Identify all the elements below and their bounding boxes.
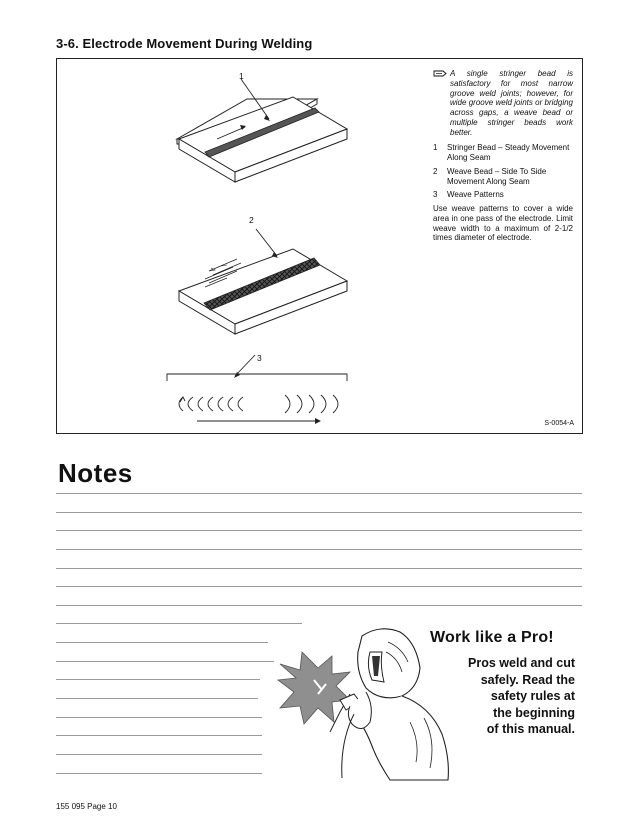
- note-line: [56, 679, 260, 680]
- callout-2: 2: [249, 215, 254, 225]
- note-line: [56, 493, 582, 494]
- note-line: [56, 698, 258, 699]
- figure-electrode-movement: [56, 58, 583, 434]
- weave-instruction: Use weave patterns to cover a wide area in one pass of the electrode. Limit weave width to a maximum of 2-1/2 times diameter of electrode.: [433, 204, 573, 243]
- note-line: [56, 773, 262, 774]
- legend-item-2: 2 Weave Bead – Side To Side Movement Along Seam: [433, 166, 547, 186]
- stringer-plate-group: [179, 79, 347, 182]
- legend-item-1: 1 Stringer Bead – Steady Movement Along Seam: [433, 143, 570, 162]
- tip-text: A single stringer bead is satisfactory for most narrow groove weld joints; however, for wide groove weld joints or bridging across gaps, a weave bead or multiple stringer beads work better.: [450, 69, 573, 137]
- tip-note: [433, 69, 573, 137]
- callout-3: 3: [257, 353, 262, 363]
- note-line: [56, 605, 582, 606]
- pencil-note-icon: [433, 69, 447, 137]
- page-footer: 155 095 Page 10: [56, 802, 117, 811]
- legend-item-3: 3 Weave Patterns: [433, 190, 504, 200]
- note-line: [56, 623, 302, 624]
- promo-text: Pros weld and cut safely. Read the safety rules at the beginning of this manual.: [468, 656, 575, 736]
- note-line: [56, 512, 582, 513]
- note-line: [56, 642, 268, 643]
- weave-bead-plate: [179, 229, 347, 334]
- note-line: [56, 717, 262, 718]
- figure-code: S-0054-A: [544, 420, 574, 427]
- note-line: [56, 754, 262, 755]
- figure-notes: [433, 69, 573, 243]
- note-line: [56, 586, 582, 587]
- promo-title: Work like a Pro!: [430, 629, 554, 646]
- note-line: [56, 568, 582, 569]
- section-title: 3-6. Electrode Movement During Welding: [56, 36, 313, 51]
- callout-1: 1: [239, 71, 244, 81]
- note-line: [56, 661, 274, 662]
- weave-patterns: [167, 355, 347, 424]
- note-line: [56, 530, 582, 531]
- note-line: [56, 735, 262, 736]
- notes-heading: Notes: [58, 458, 133, 488]
- note-line: [56, 549, 582, 550]
